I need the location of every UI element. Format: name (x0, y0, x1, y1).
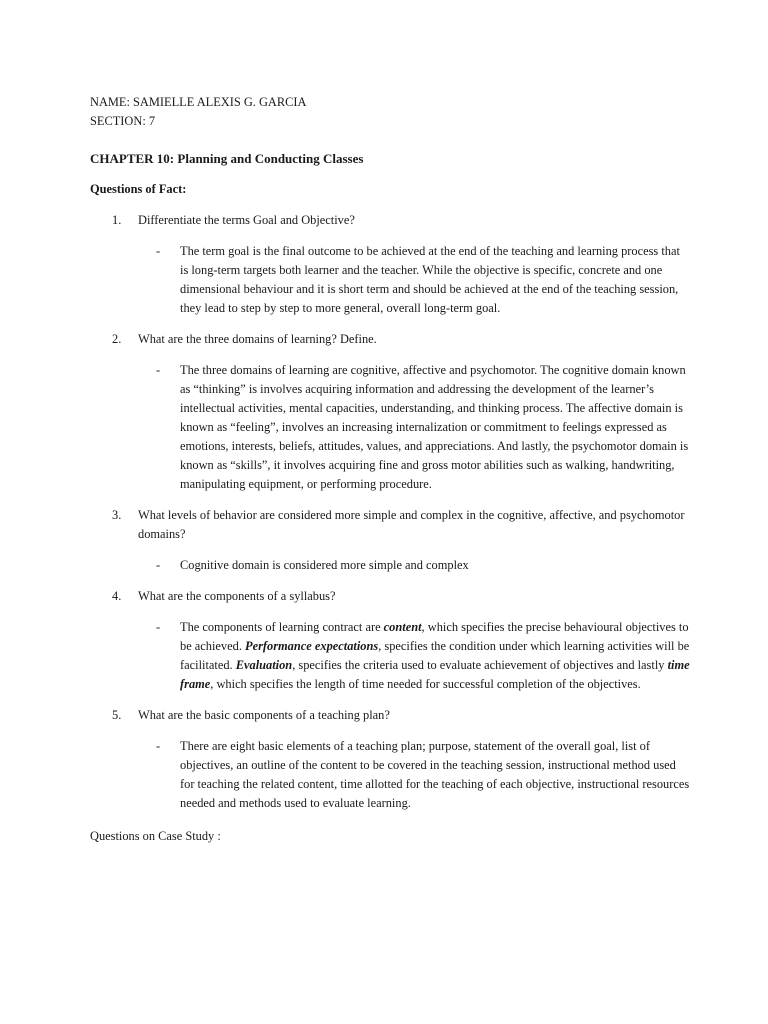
answer-1 (90, 242, 690, 318)
question-text: What are the components of a syllabus? (138, 589, 336, 603)
term-content: content (383, 620, 422, 634)
chapter-title: CHAPTER 10: Planning and Conducting Classes (90, 151, 364, 166)
question-text: What are the basic components of a teaching plan? (138, 708, 390, 722)
answer-dash: - (156, 620, 161, 634)
question-5 (90, 706, 690, 725)
term-time-frame: time frame (180, 658, 690, 691)
question-text: What levels of behavior are considered more simple and complex in the cognitive, affective, and psychomotor domains? (138, 508, 685, 541)
answer-segment: The components of learning contract are (180, 620, 384, 634)
question-number: 3. (112, 508, 122, 522)
question-number: 4. (112, 589, 122, 603)
answer-segment: , specifies the criteria used to evaluate achievement of objectives and lastly (292, 658, 668, 672)
question-number: 2. (112, 332, 122, 346)
questions-of-fact-heading: Questions of Fact: (90, 182, 187, 196)
answer-segment: , specifies the condition under which learning activities will be facilitated. (180, 639, 690, 672)
question-number: 5. (112, 708, 122, 722)
student-section: SECTION: 7 (90, 114, 156, 128)
case-study-heading: Questions on Case Study : (90, 829, 221, 843)
question-1 (90, 211, 690, 230)
question-number: 1. (112, 213, 122, 227)
question-text: What are the three domains of learning? Define. (138, 332, 377, 346)
answer-5 (90, 737, 690, 813)
answer-dash: - (156, 558, 161, 572)
answer-text (180, 618, 690, 694)
answer-segment: , which specifies the precise behavioural objectives to be achieved. (180, 620, 689, 653)
term-performance-expectations: Performance expectations (245, 639, 379, 653)
question-4 (90, 587, 690, 606)
answer-text: Cognitive domain is considered more simple and complex (180, 558, 469, 572)
answer-2 (90, 361, 690, 494)
document-page (90, 93, 690, 846)
answer-text: The term goal is the final outcome to be achieved at the end of the teaching and learning process that is long-term targets both learner and the teacher. While the objective is specific, concrete and one dimensional behaviour and it is short term and should be achieved at the end of the teaching session, they lead to step by step to more general, overall long-term goal. (180, 244, 680, 315)
student-name: NAME: SAMIELLE ALEXIS G. GARCIA (90, 95, 307, 109)
question-text: Differentiate the terms Goal and Objective? (138, 213, 355, 227)
answer-dash: - (156, 739, 161, 753)
answer-text: The three domains of learning are cognitive, affective and psychomotor. The cognitive domain known as “thinking” is involves acquiring information and addressing the development of the learner’s intellectual activities, mental capacities, understanding, and thinking process. The affective domain is known as “feeling”, involves an increasing internalization or commitment to feelings expressed as emotions, interests, beliefs, attitudes, values, and appreciations. And lastly, the psychomotor domain is known as “skills”, it involves acquiring fine and gross motor abilities such as walking, handwriting, manipulating equipment, or performing procedure. (180, 363, 689, 491)
answer-segment: , which specifies the length of time needed for successful completion of the objectives. (210, 677, 641, 691)
answer-3 (90, 556, 690, 575)
answer-4 (90, 618, 690, 694)
question-2 (90, 330, 690, 349)
term-evaluation: Evaluation (235, 658, 293, 672)
answer-text: There are eight basic elements of a teaching plan; purpose, statement of the overall goal, list of objectives, an outline of the content to be covered in the teaching session, instructional method used for teaching the related content, time allotted for the teaching of each objective, instructional resources needed and methods used to evaluate learning. (180, 739, 690, 810)
question-3 (90, 506, 690, 544)
answer-dash: - (156, 363, 161, 377)
answer-dash: - (156, 244, 161, 258)
